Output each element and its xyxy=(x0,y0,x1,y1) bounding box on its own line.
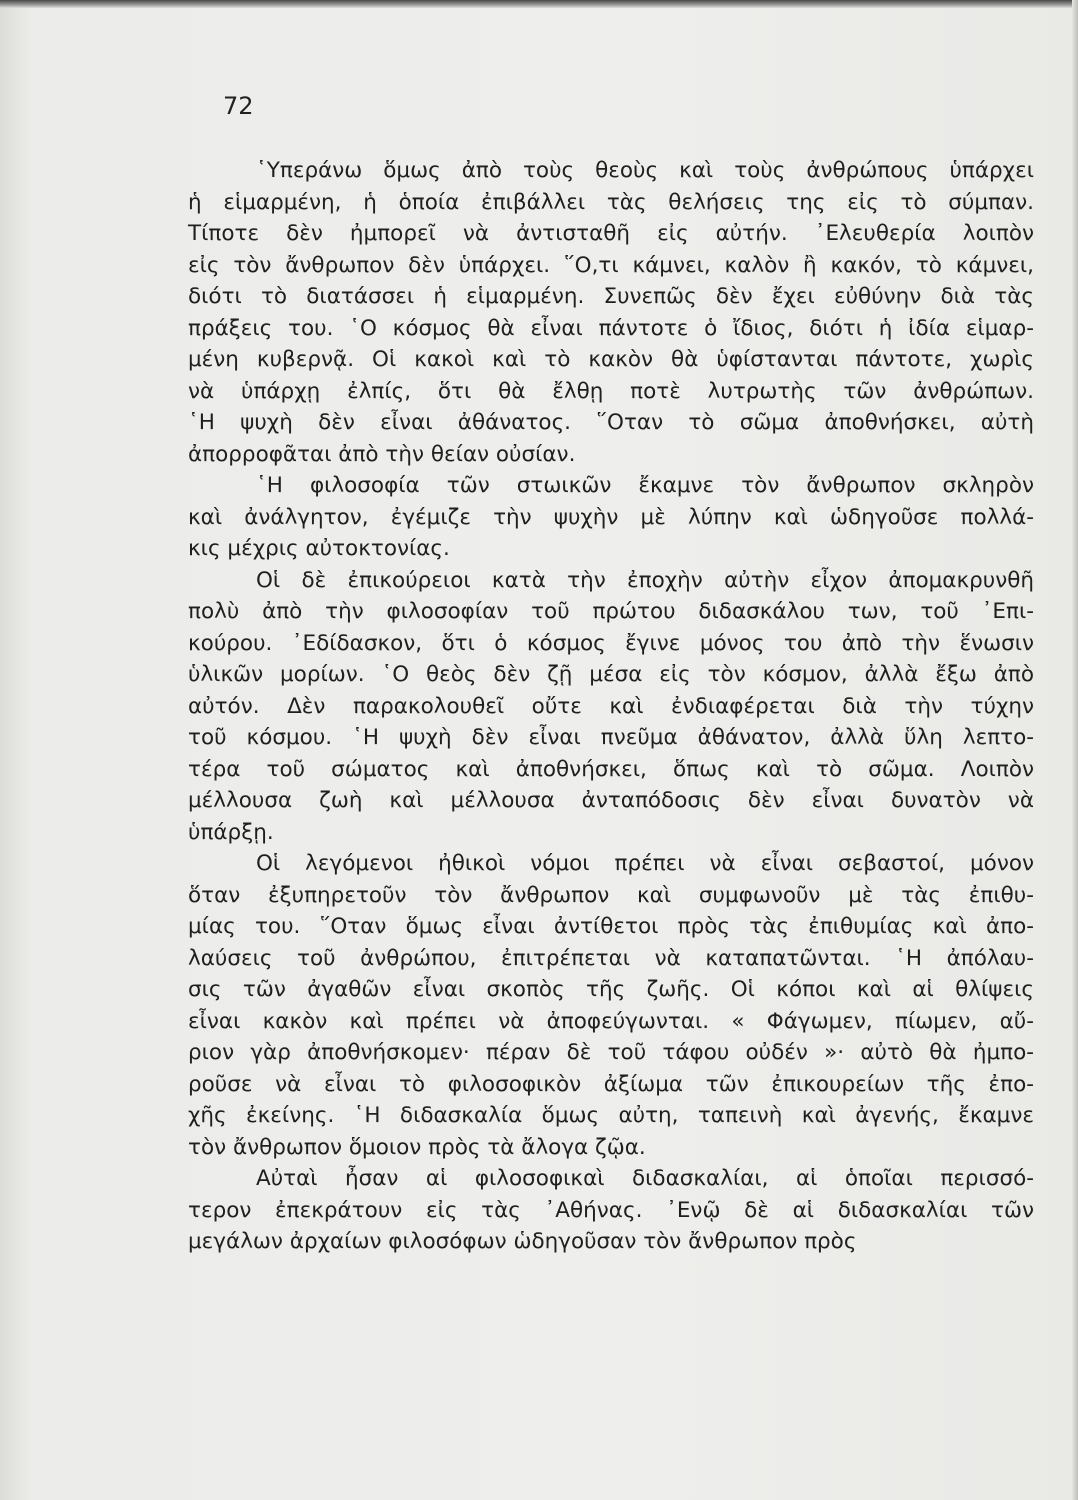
paragraph xyxy=(188,848,1034,1163)
page-number: 72 xyxy=(223,92,254,120)
body-text xyxy=(188,155,1034,1258)
paragraph xyxy=(188,155,1034,470)
text-line: τέρα τοῦ σώματος καὶ ἀποθνήσκει, ὅπως καὶ τὸ σῶμα. Λοιπὸν xyxy=(188,756,1034,782)
text-line: κούρου. ᾿Εδίδασκον, ὅτι ὁ κόσμος ἔγινε μόνος του ἀπὸ τὴν ἕνωσιν xyxy=(188,630,1034,656)
text-line: ῾Η φιλοσοφία τῶν στωικῶν ἔκαμνε τὸν ἄνθρωπον σκληρὸν xyxy=(256,473,1034,498)
text-line: νὰ ὑπάρχῃ ἐλπίς, ὅτι θὰ ἔλθῃ ποτὲ λυτρωτὴς τῶν ἀνθρώπων. xyxy=(188,378,1034,404)
text-line: Αὐταὶ ἦσαν αἱ φιλοσοφικαὶ διδασκαλίαι, αἱ ὁποῖαι περισσό- xyxy=(256,1166,1034,1191)
text-line: σις τῶν ἀγαθῶν εἶναι σκοπὸς τῆς ζωῆς. Οἱ κόποι καὶ αἱ θλίψεις xyxy=(188,977,1034,1002)
text-line: κις μέχρις αὐτοκτονίας. xyxy=(188,536,450,561)
text-line: πολὺ ἀπὸ τὴν φιλοσοφίαν τοῦ πρώτου διδασκάλου των, τοῦ ᾿Επι- xyxy=(188,599,1034,624)
text-line: ῾Υπεράνω ὅμως ἀπὸ τοὺς θεοὺς καὶ τοὺς ἀνθρώπους ὑπάρχει xyxy=(256,158,1034,183)
text-line: διότι τὸ διατάσσει ἡ εἱμαρμένη. Συνεπῶς δὲν ἔχει εὐθύνην διὰ τὰς xyxy=(188,284,1034,309)
text-line: πράξεις του. ῾Ο κόσμος θὰ εἶναι πάντοτε ὁ ἴδιος, διότι ἡ ἰδία εἱμαρ- xyxy=(188,315,1034,341)
text-line: ῾Η ψυχὴ δὲν εἶναι ἀθάνατος. ῞Οταν τὸ σῶμα ἀποθνήσκει, αὐτὴ xyxy=(188,410,1034,435)
text-line: λαύσεις τοῦ ἀνθρώπου, ἐπιτρέπεται νὰ καταπατῶνται. ῾Η ἀπόλαυ- xyxy=(188,945,1034,971)
text-line: Οἱ λεγόμενοι ἠθικοὶ νόμοι πρέπει νὰ εἶναι σεβαστοί, μόνον xyxy=(256,851,1034,876)
text-line: ἀπορροφᾶται ἀπὸ τὴν θείαν οὐσίαν. xyxy=(188,441,576,467)
text-line: τὸν ἄνθρωπον ὅμοιον πρὸς τὰ ἄλογα ζῷα. xyxy=(188,1134,646,1160)
text-line: Οἱ δὲ ἐπικούρειοι κατὰ τὴν ἐποχὴν αὐτὴν εἶχον ἀπομακρυνθῆ xyxy=(256,567,1034,593)
text-line: Τίποτε δὲν ἠμπορεῖ νὰ ἀντισταθῆ εἰς αὐτήν. ᾿Ελευθερία λοιπὸν xyxy=(188,221,1034,246)
text-line: μέλλουσα ζωὴ καὶ μέλλουσα ἀνταπόδοσις δὲν εἶναι δυνατὸν νὰ xyxy=(188,788,1034,813)
text-line: εἶναι κακὸν καὶ πρέπει νὰ ἀποφεύγωνται. « Φάγωμεν, πίωμεν, αὔ- xyxy=(188,1008,1034,1034)
text-line: εἰς τὸν ἄνθρωπον δὲν ὑπάρχει. ῞Ο,τι κάμνει, καλὸν ἢ κακόν, τὸ κάμνει, xyxy=(188,252,1034,278)
page-top-edge xyxy=(0,0,1078,8)
text-line: μίας του. ῞Οταν ὅμως εἶναι ἀντίθετοι πρὸς τὰς ἐπιθυμίας καὶ ἀπο- xyxy=(188,914,1034,939)
text-line: ὅταν ἐξυπηρετοῦν τὸν ἄνθρωπον καὶ συμφωνοῦν μὲ τὰς ἐπιθυ- xyxy=(188,882,1034,908)
text-line: καὶ ἀνάλγητον, ἐγέμιζε τὴν ψυχὴν μὲ λύπην καὶ ὡδηγοῦσε πολλά- xyxy=(188,504,1034,530)
text-line: ριον γὰρ ἀποθνήσκομεν· πέραν δὲ τοῦ τάφου οὐδέν »· αὐτὸ θὰ ἠμπο- xyxy=(188,1040,1034,1065)
text-line: ὑπάρξῃ. xyxy=(188,819,274,845)
paragraph xyxy=(188,1163,1034,1258)
text-line: ἡ εἱμαρμένη, ἡ ὁποία ἐπιβάλλει τὰς θελήσεις της εἰς τὸ σύμπαν. xyxy=(188,189,1034,215)
paragraph xyxy=(188,470,1034,565)
text-line: τερον ἐπεκράτουν εἰς τὰς ᾿Αθήνας. ᾿Ενῷ δὲ αἱ διδασκαλίαι τῶν xyxy=(188,1197,1034,1223)
text-line: ὑλικῶν μορίων. ῾Ο θεὸς δὲν ζῇ μέσα εἰς τὸν κόσμον, ἀλλὰ ἔξω ἀπὸ xyxy=(188,662,1034,687)
page-right-edge xyxy=(1072,0,1078,1500)
paragraph xyxy=(188,565,1034,849)
text-line: ροῦσε νὰ εἶναι τὸ φιλοσοφικὸν ἀξίωμα τῶν ἐπικουρείων τῆς ἐπο- xyxy=(188,1071,1034,1097)
text-line: χῆς ἐκείνης. ῾Η διδασκαλία ὅμως αὐτη, ταπεινὴ καὶ ἀγενής, ἔκαμνε xyxy=(188,1103,1034,1128)
text-line: μένη κυβερνᾷ. Οἱ κακοὶ καὶ τὸ κακὸν θὰ ὑφίστανται πάντοτε, χωρὶς xyxy=(188,347,1034,372)
text-line: αὐτόν. Δὲν παρακολουθεῖ οὔτε καὶ ἐνδιαφέρεται διὰ τὴν τύχην xyxy=(188,693,1034,719)
text-line: τοῦ κόσμου. ῾Η ψυχὴ δὲν εἶναι πνεῦμα ἀθάνατον, ἀλλὰ ὕλη λεπτο- xyxy=(188,725,1034,750)
text-line: μεγάλων ἀρχαίων φιλοσόφων ὡδηγοῦσαν τὸν ἄνθρωπον πρὸς xyxy=(188,1229,857,1254)
